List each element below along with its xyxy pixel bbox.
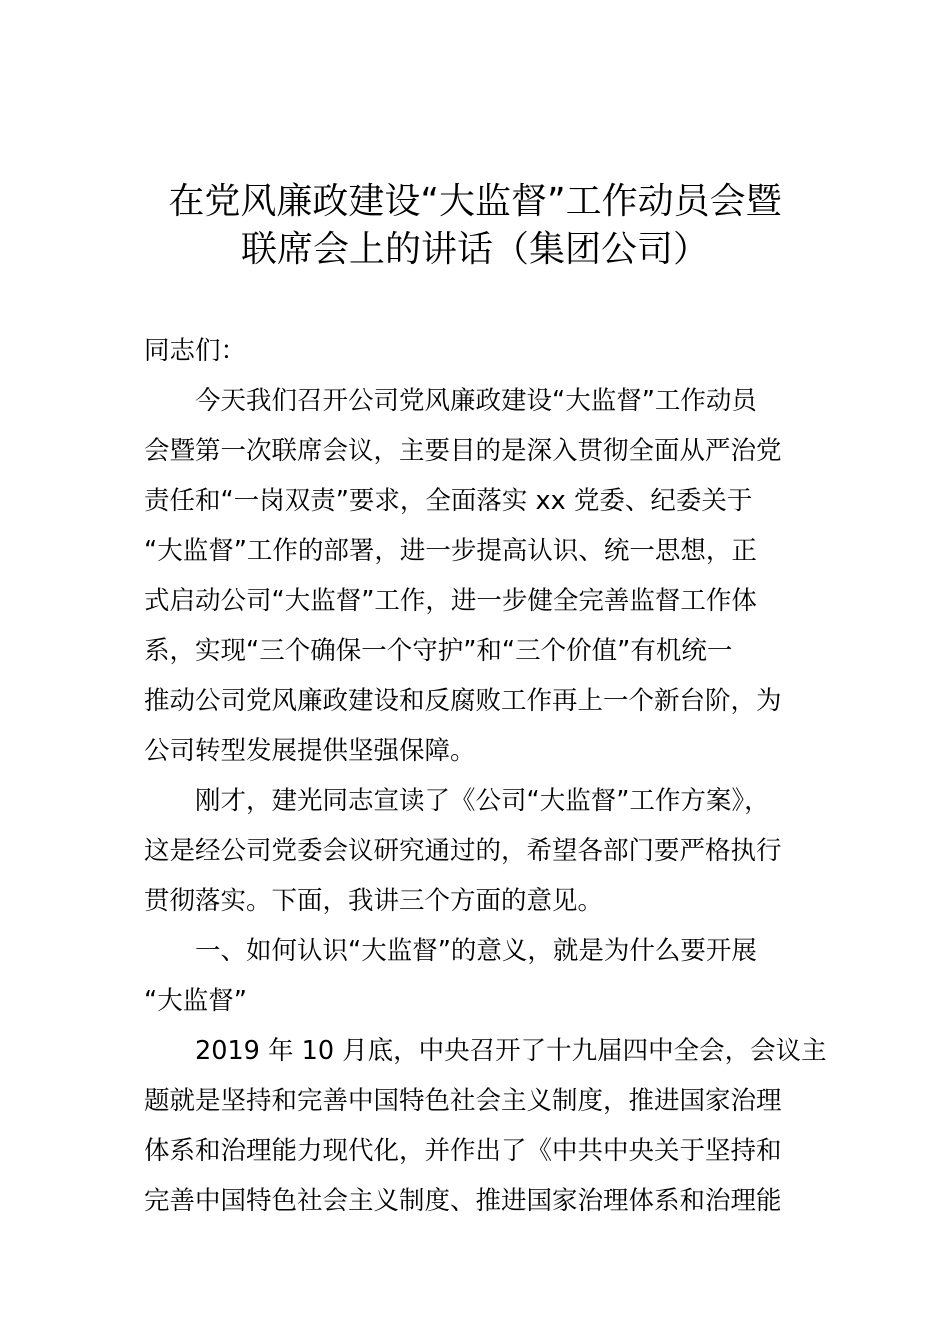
paragraph-line: 2019 年 10 月底，中央召开了十九届四中全会，会议主 <box>195 1036 827 1066</box>
salutation: 同志们： <box>144 336 247 366</box>
paragraph-line: 这是经公司党委会议研究通过的，希望各部门要严格执行 <box>144 836 782 866</box>
paragraph-line: 会暨第一次联席会议，主要目的是深入贯彻全面从严治党 <box>144 436 782 466</box>
section-heading-line: 一、如何认识“大监督”的意义，就是为什么要开展 <box>195 936 757 966</box>
paragraph-line: 体系和治理能力现代化，并作出了《中共中央关于坚持和 <box>144 1136 782 1166</box>
section-heading-line: “大监督” <box>144 986 247 1016</box>
document-title-line-1: 在党风廉政建设“大监督”工作动员会暨 <box>168 181 782 222</box>
paragraph-line: 题就是坚持和完善中国特色社会主义制度，推进国家治理 <box>144 1086 782 1116</box>
paragraph-line: 完善中国特色社会主义制度、推进国家治理体系和治理能 <box>144 1186 782 1216</box>
paragraph-line: 今天我们召开公司党风廉政建设“大监督”工作动员 <box>195 386 757 416</box>
paragraph-line: 系，实现“三个确保一个守护”和“三个价值”有机统一 <box>144 636 733 666</box>
paragraph-line: 式启动公司“大监督”工作，进一步健全完善监督工作体 <box>144 586 757 616</box>
paragraph-line: 公司转型发展提供坚强保障。 <box>144 736 476 766</box>
document-title-line-2: 联席会上的讲话（集团公司） <box>240 229 709 270</box>
paragraph-line: 刚才，建光同志宣读了《公司“大监督”工作方案》， <box>195 786 770 816</box>
paragraph-line: “大监督”工作的部署，进一步提高认识、统一思想，正 <box>144 536 757 566</box>
paragraph-line: 推动公司党风廉政建设和反腐败工作再上一个新台阶，为 <box>144 686 782 716</box>
paragraph-line: 责任和“一岗双责”要求，全面落实 xx 党委、纪委关于 <box>144 486 753 516</box>
paragraph-line: 贯彻落实。下面，我讲三个方面的意见。 <box>144 886 604 916</box>
document-body <box>144 326 834 1226</box>
